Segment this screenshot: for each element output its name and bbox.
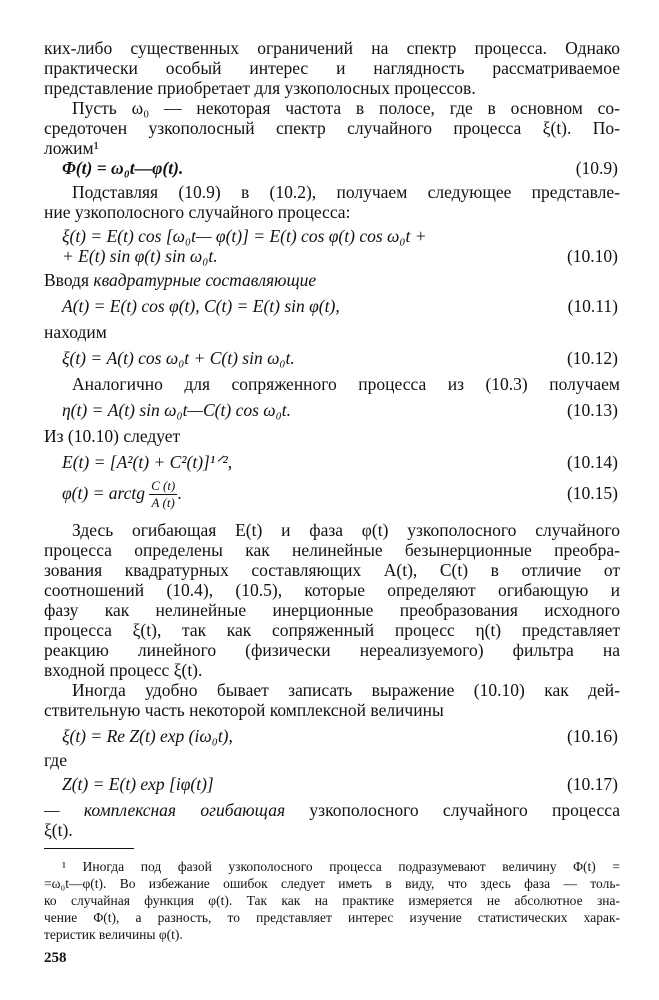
equation-10-12 — [62, 348, 618, 368]
text-line: Иногда удобно бывает записать выражение (10.10) как дей- — [72, 680, 620, 700]
equation-expr: A(t) = E(t) cos φ(t), C(t) = E(t) sin φ(t), — [62, 296, 340, 316]
emphasized-term: — комплексная огибающая — [44, 800, 286, 820]
equation-lhs: φ(t) = arctg — [62, 483, 146, 503]
equation-expr: ξ(t) = A(t) cos ω₀t + C(t) sin ω₀t. — [62, 348, 295, 368]
text-line: процесса определены как нелинейные безынерционные преобра- — [44, 540, 620, 560]
equation-10-13 — [62, 400, 618, 420]
text-line: ние узкополосного случайного процесса: — [44, 202, 351, 222]
footnote-line: чение Φ(t), а разность, то представляет интерес изучение статистических харак- — [44, 910, 620, 925]
equation-number: (10.17) — [566, 774, 618, 794]
text-line: фазу как нелинейные инерционные преобразования исходного — [44, 600, 620, 620]
equation-expr: E(t) = [A²(t) + C²(t)]¹ᐟ², — [62, 452, 233, 472]
text-line — [44, 270, 620, 290]
text-line: где — [44, 750, 67, 770]
footnote-line: ¹ Иногда под фазой узкополосного процесса подразумевают величину Φ(t) = — [62, 859, 620, 874]
equation-number: (10.12) — [566, 348, 618, 368]
footnote-line: теристик величины φ(t). — [44, 927, 183, 942]
equation-expr: + E(t) sin φ(t) sin ω₀t. — [62, 246, 218, 266]
equation-tail: . — [177, 483, 182, 503]
text-line: Пусть ω₀ — некоторая частота в полосе, где в основном со- — [72, 98, 620, 118]
equation-10-16 — [62, 726, 618, 746]
fraction-denominator: A (t) — [151, 495, 175, 511]
equation-expr: ξ(t) = Re Z(t) exp (iω₀t), — [62, 726, 233, 746]
equation-number: (10.14) — [566, 452, 618, 472]
fraction — [149, 478, 177, 511]
equation-expr: η(t) = A(t) sin ω₀t—C(t) cos ω₀t. — [62, 400, 291, 420]
text-line: Здесь огибающая E(t) и фаза φ(t) узкополосного случайного — [72, 520, 620, 540]
equation-10-15 — [62, 476, 618, 511]
equation-10-10-line1 — [62, 226, 618, 246]
equation-number: (10.9) — [575, 158, 618, 178]
text-line: практически особый интерес и наглядность рассматриваемое — [44, 58, 620, 78]
footnote-rule — [44, 848, 134, 849]
text-line: зования квадратурных составляющих A(t), C(t) в отличие от — [44, 560, 620, 580]
text-fragment: узкополосного случайного процесса — [285, 800, 620, 820]
emphasized-term: квадратурные составляющие — [93, 270, 317, 290]
text-line: находим — [44, 322, 107, 342]
text-line: Подставляя (10.9) в (10.2), получаем следующее представле- — [72, 182, 620, 202]
equation-expr: Φ(t) = ω₀t—φ(t). — [62, 158, 184, 178]
text-line: Из (10.10) следует — [44, 426, 181, 446]
equation-10-17 — [62, 774, 618, 794]
equation-10-11 — [62, 296, 618, 316]
text-line: ствительную часть некоторой комплексной величины — [44, 700, 444, 720]
equation-10-9 — [62, 158, 618, 178]
text-line: реакцию линейного (физически нереализуемого) фильтра на — [44, 640, 620, 660]
text-fragment: Вводя — [44, 270, 94, 290]
equation-10-14 — [62, 452, 618, 472]
text-line: Аналогично для сопряженного процесса из (10.3) получаем — [72, 374, 620, 394]
footnote-line: =ω₀t—φ(t). Во избежание ошибок следует иметь в виду, что здесь фаза — толь- — [44, 876, 620, 891]
equation-number: (10.13) — [566, 400, 618, 420]
text-line: ξ(t). — [44, 820, 73, 840]
equation-expr: Z(t) = E(t) exp [iφ(t)] — [62, 774, 214, 794]
text-line: процесса ξ(t), так как сопряженный процесс η(t) представляет — [44, 620, 620, 640]
equation-number: (10.15) — [566, 483, 618, 503]
text-line: ких-либо существенных ограничений на спектр процесса. Однако — [44, 38, 620, 58]
equation-number: (10.10) — [566, 246, 618, 266]
text-line: представление приобретает для узкополосных процессов. — [44, 78, 476, 98]
text-line: ложим¹ — [44, 138, 99, 158]
equation-expr: ξ(t) = E(t) cos [ω₀t— φ(t)] = E(t) cos φ(t) cos ω₀t + — [62, 226, 427, 246]
equation-10-10-line2 — [62, 246, 618, 266]
equation-number: (10.16) — [566, 726, 618, 746]
page-number: 258 — [44, 950, 67, 966]
equation-number: (10.11) — [567, 296, 618, 316]
text-line — [44, 800, 620, 820]
text-line: входной процесс ξ(t). — [44, 660, 203, 680]
text-line: средоточен узкополосный спектр случайного процесса ξ(t). По- — [44, 118, 620, 138]
text-line: соотношений (10.4), (10.5), которые определяют огибающую и — [44, 580, 620, 600]
fraction-numerator: C (t) — [151, 478, 176, 494]
footnote-line: ко случайная функция φ(t). Так как на практике измеряется не абсолютное зна- — [44, 893, 620, 908]
